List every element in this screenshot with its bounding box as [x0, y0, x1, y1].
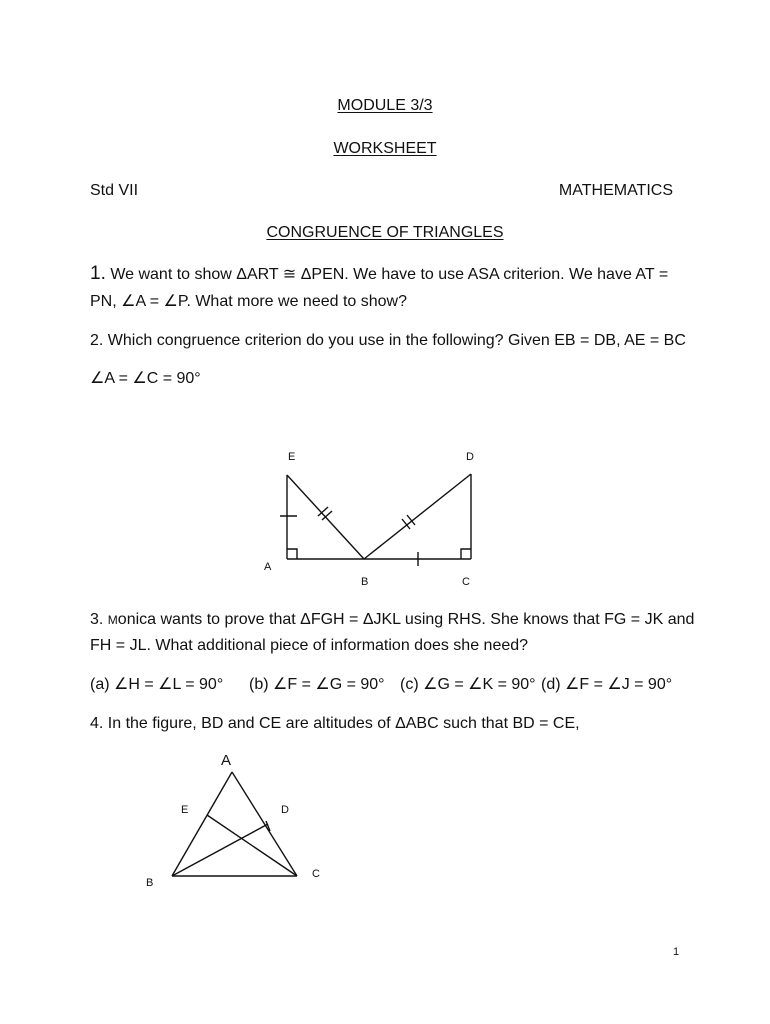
question-1-line2: PN, ∠A = ∠P. What more we need to show?	[90, 293, 407, 310]
question-3-number: 3.	[90, 611, 108, 628]
altitude-ce	[207, 815, 297, 876]
right-angle-a	[287, 549, 297, 559]
right-angle-c	[461, 549, 471, 559]
fig4-label-b: B	[146, 877, 154, 889]
fig2-label-b: B	[361, 576, 369, 588]
subject-label: MATHEMATICS	[558, 182, 673, 199]
question-3-text: onica wants to prove that ΔFGH = ΔJKL using RHS. She knows that FG = JK and	[117, 611, 695, 628]
option-c: (c) ∠G = ∠K = 90°	[400, 676, 536, 693]
option-a: (a) ∠H = ∠L = 90°	[90, 676, 224, 693]
fig4-label-c: C	[312, 868, 320, 880]
topic-title: CONGRUENCE OF TRIANGLES	[266, 224, 504, 241]
question-3-line1	[90, 610, 694, 630]
fig2-label-a: A	[264, 561, 272, 573]
fig2-label-d: D	[466, 451, 474, 463]
question-1-number: 1.	[90, 263, 106, 284]
option-d: (d) ∠F = ∠J = 90°	[541, 676, 673, 693]
std-label: Std VII	[90, 182, 139, 199]
option-b: (b) ∠F = ∠G = 90°	[249, 676, 385, 693]
fig2-label-c: C	[462, 576, 470, 588]
page-number: 1	[673, 946, 680, 958]
question-2-line2: ∠A = ∠C = 90°	[90, 370, 201, 387]
question-1-line1: We want to show ΔART ≅ ΔPEN. We have to use ASA criterion. We have AT =	[110, 266, 669, 283]
fig4-label-a: A	[221, 752, 232, 769]
worksheet-title: WORKSHEET	[333, 140, 437, 157]
question-2-line1: 2. Which congruence criterion do you use in the following? Given EB = DB, AE = BC	[90, 332, 686, 349]
question-3-line2: FH = JL. What additional piece of information does she need?	[90, 637, 529, 654]
segment-ac-q4	[232, 772, 297, 876]
question-3-initial: M	[107, 613, 118, 627]
question-4-line1: 4. In the figure, BD and CE are altitudes of ΔABC such that BD = CE,	[90, 715, 580, 732]
fig4-label-d: D	[281, 804, 289, 816]
segment-db	[364, 474, 471, 559]
fig2-label-e: E	[288, 451, 296, 463]
module-title: MODULE 3/3	[337, 97, 433, 114]
fig4-label-e: E	[181, 804, 189, 816]
